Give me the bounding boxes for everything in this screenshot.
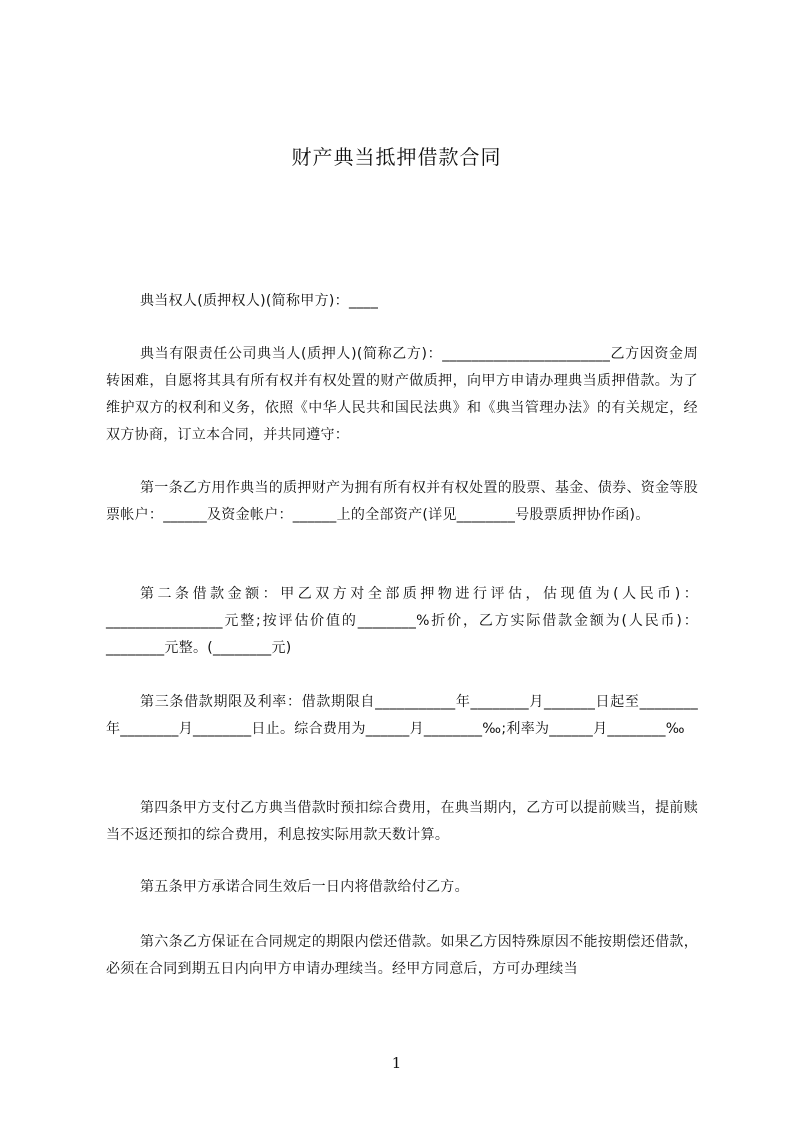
- paragraph-article-5: 第五条甲方承诺合同生效后一日内将借款给付乙方。: [140, 879, 469, 895]
- paragraph-article-4: 第四条甲方支付乙方典当借款时预扣综合费用，在典当期内，乙方可以提前赎当，提前赎当不返还预扣的综合费用，利息按实际用款天数计算。: [106, 800, 698, 843]
- paragraph-article-6: 第六条乙方保证在合同规定的期限内偿还借款。如果乙方因特殊原因不能按期偿还借款，必须在合同到期五日内向甲方申请办理续当。经甲方同意后，方可办理续当: [106, 934, 698, 977]
- paragraph-pawnor: 典当有限责任公司典当人(质押人)(简称乙方)：_______________________乙方因资金周转困难，自愿将其具有所有权并有权处置的财产做质押，向甲方申请办理典当质押借款。为了维护双方的权利和义务，依照《中华人民共和国民法典》和《典当管理办法》的有关规定，经双方协商，订立本合同，并共同遵守：: [106, 346, 698, 443]
- paragraph-article-3: 第三条借款期限及利率：借款期限自___________年________月_______日起至________年________月________日止。综合费用为______月________‰;利率为______月________‰: [106, 694, 698, 737]
- paragraph-pawnee: 典当权人(质押权人)(简称甲方)：____: [140, 293, 379, 309]
- page-number: 1: [391, 1054, 402, 1072]
- paragraph-article-2: 第二条借款金额：甲乙双方对全部质押物进行评估，估现值为(人民币)：________________元整;按评估价值的________%折价，乙方实际借款金额为(人民币)：________元整。(________元): [106, 586, 698, 656]
- document-title: 财产典当抵押借款合同: [291, 145, 502, 169]
- paragraph-article-1: 第一条乙方用作典当的质押财产为拥有所有权并有权处置的股票、基金、债券、资金等股票帐户：______及资金帐户：______上的全部资产(详见________号股票质押协作函)。: [106, 480, 698, 523]
